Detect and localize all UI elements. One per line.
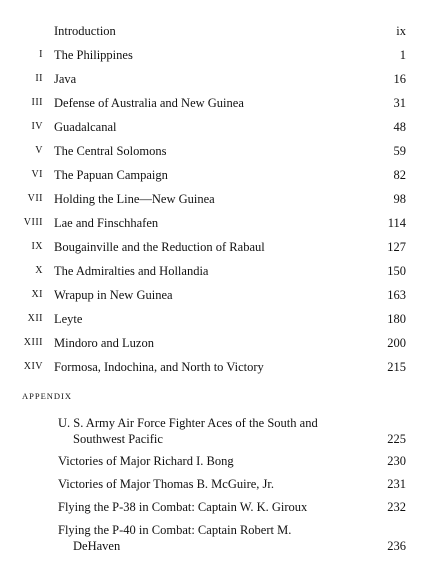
page-number: 98 xyxy=(393,192,406,206)
chapter-number: X xyxy=(35,265,43,276)
page-number: 31 xyxy=(393,96,406,110)
chapter-number: XI xyxy=(31,289,43,300)
page-number: 163 xyxy=(387,288,406,302)
appendix-entry-title xyxy=(58,453,378,469)
toc-entry xyxy=(0,333,433,353)
chapter-title: Mindoro and Luzon xyxy=(54,336,154,350)
page-number: 225 xyxy=(387,432,406,446)
chapter-number: II xyxy=(35,73,43,84)
toc-entry xyxy=(0,213,433,233)
page-number: 230 xyxy=(387,454,406,468)
page-number: 231 xyxy=(387,477,406,491)
toc-entry xyxy=(0,357,433,377)
appendix-entry xyxy=(0,499,433,517)
appendix-entry xyxy=(0,476,433,494)
page-number: ix xyxy=(396,24,406,38)
chapter-title: The Central Solomons xyxy=(54,144,167,158)
page-number: 48 xyxy=(393,120,406,134)
chapter-number: XIV xyxy=(23,361,43,372)
toc-entry xyxy=(0,141,433,161)
toc-entry xyxy=(0,285,433,305)
toc-entry xyxy=(0,69,433,89)
chapter-title: Leyte xyxy=(54,312,83,326)
chapter-title: Java xyxy=(54,72,77,86)
appendix-entry-title xyxy=(58,476,378,492)
chapter-title: Introduction xyxy=(54,24,116,38)
chapter-title: Formosa, Indochina, and North to Victory xyxy=(54,360,264,374)
appendix-entry-line: Victories of Major Thomas B. McGuire, Jr. xyxy=(58,477,274,491)
chapter-number: V xyxy=(35,145,43,156)
page-number: 16 xyxy=(393,72,406,86)
appendix-entry-line: Flying the P-40 in Combat: Captain Robert M. xyxy=(58,523,292,537)
appendix-entry-line-continued: Southwest Pacific xyxy=(73,432,163,446)
chapter-title: Bougainville and the Reduction of Rabaul xyxy=(54,240,265,254)
appendix-entry-title xyxy=(58,415,378,447)
page-number: 215 xyxy=(387,360,406,374)
chapter-title: Wrapup in New Guinea xyxy=(54,288,173,302)
chapter-number: IX xyxy=(31,241,43,252)
page-number: 114 xyxy=(387,216,406,230)
chapter-number: VI xyxy=(31,169,43,180)
chapter-title: The Philippines xyxy=(54,48,133,62)
toc-entry xyxy=(0,165,433,185)
page-number: 1 xyxy=(399,48,406,62)
page-number: 232 xyxy=(387,500,406,514)
page-number: 180 xyxy=(387,312,406,326)
chapter-number: XII xyxy=(27,313,43,324)
toc-entry xyxy=(0,309,433,329)
chapter-number: IV xyxy=(31,121,43,132)
toc-entry xyxy=(0,261,433,281)
chapter-title: The Papuan Campaign xyxy=(54,168,168,182)
page-number: 200 xyxy=(387,336,406,350)
chapter-number: XIII xyxy=(23,337,43,348)
appendix-entry xyxy=(0,415,433,449)
appendix-entry xyxy=(0,522,433,556)
appendix-entry-title xyxy=(58,522,378,554)
page-number: 59 xyxy=(393,144,406,158)
chapter-number: III xyxy=(31,97,43,108)
page-number: 127 xyxy=(387,240,406,254)
appendix-entry-line: U. S. Army Air Force Fighter Aces of the South and xyxy=(58,416,318,430)
page-number: 236 xyxy=(387,539,406,553)
toc-entry-introduction xyxy=(0,21,433,41)
toc-entry xyxy=(0,237,433,257)
appendix-entry-line: Flying the P-38 in Combat: Captain W. K. Giroux xyxy=(58,500,308,514)
toc-entry xyxy=(0,117,433,137)
chapter-title: The Admiralties and Hollandia xyxy=(54,264,209,278)
appendix-heading: APPENDIX xyxy=(22,391,73,401)
appendix-entry-line-continued: DeHaven xyxy=(73,539,121,553)
toc-entry xyxy=(0,93,433,113)
toc-entry xyxy=(0,45,433,65)
chapter-number: VII xyxy=(27,193,43,204)
chapter-title: Lae and Finschhafen xyxy=(54,216,159,230)
chapter-number: VIII xyxy=(23,217,43,228)
chapter-number: I xyxy=(39,49,43,60)
chapter-title: Guadalcanal xyxy=(54,120,117,134)
toc-entry xyxy=(0,189,433,209)
chapter-title: Defense of Australia and New Guinea xyxy=(54,96,244,110)
appendix-entry-title xyxy=(58,499,378,515)
appendix-entry xyxy=(0,453,433,471)
appendix-entry-line: Victories of Major Richard I. Bong xyxy=(58,454,234,468)
page-number: 150 xyxy=(387,264,406,278)
page-number: 82 xyxy=(393,168,406,182)
chapter-title: Holding the Line—New Guinea xyxy=(54,192,215,206)
